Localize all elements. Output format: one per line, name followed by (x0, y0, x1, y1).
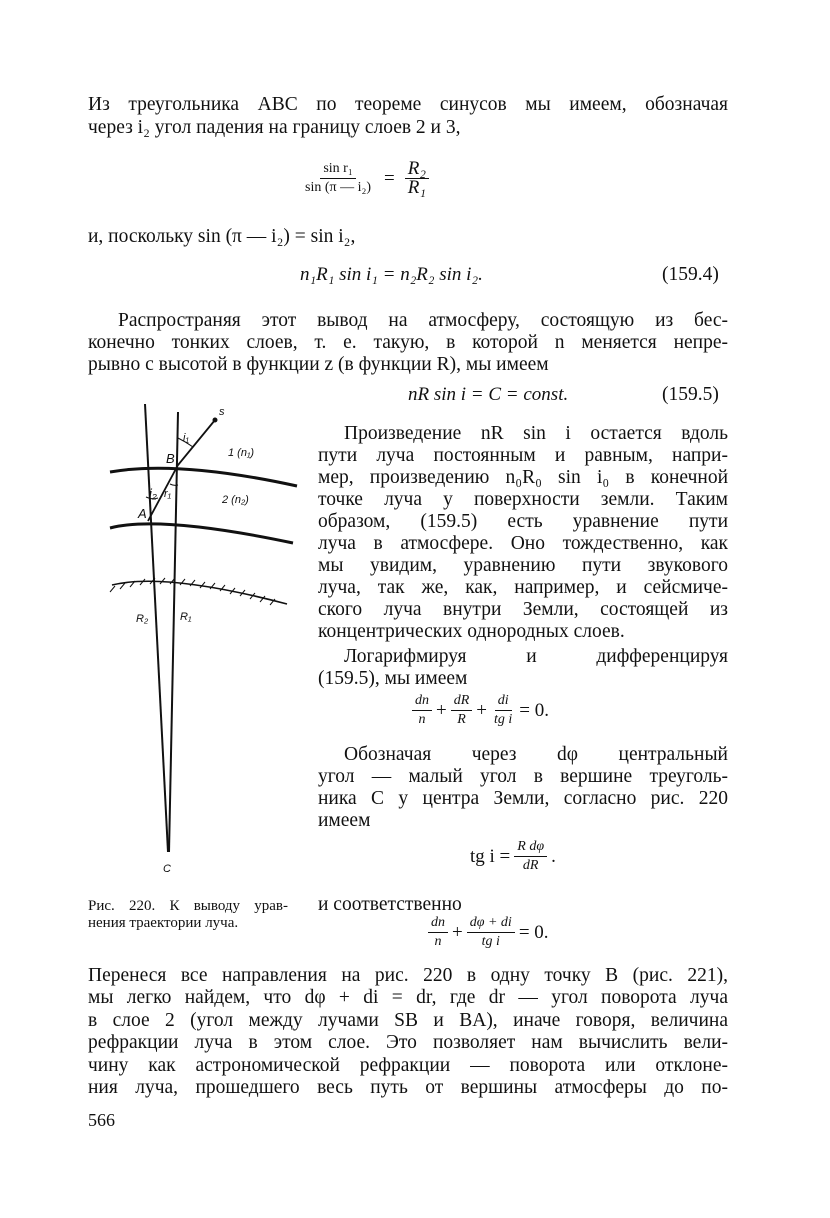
text-line: ния луча, прошедшего весь путь от вершины атмосферы до по- (88, 1077, 728, 1098)
earth-hatching (110, 578, 275, 605)
numerator: R₂ (405, 160, 429, 179)
equation-text: n₁R₁ sin i₁ = n₂R₂ sin i₂. (300, 264, 483, 285)
numerator: dR (451, 692, 473, 711)
layer-boundary-upper (110, 468, 297, 486)
figure-caption-line: нения траектории луча. (88, 915, 239, 931)
text-line: и, поскольку sin (π — i₂) = sin i₂, (88, 226, 356, 247)
equation-tg (470, 838, 556, 875)
figure-caption-line: Рис. 220. К выводу урав- (88, 898, 288, 914)
label-s: s (219, 406, 225, 418)
text-line: ского луча внутри Земли, состоящей из (318, 599, 728, 620)
label-r1-radius: R₁ (180, 611, 192, 623)
text-line: мы легко найдем, что dφ + di = dr, где dr — угол поворота луча (88, 987, 728, 1008)
text-line: Перенеся все направления на рис. 220 в одну точку B (рис. 221), (88, 965, 728, 986)
text-line: имеем (318, 810, 371, 831)
end: . (551, 845, 556, 867)
denominator: n (434, 934, 442, 949)
text-line: точке луча у поверхности земли. Таким (318, 489, 728, 510)
numerator: dn (412, 692, 432, 711)
lhs: tg i = (470, 845, 511, 867)
label-layer-2: 2 (n₂) (222, 494, 249, 506)
text-line: Обозначая через dφ центральный (344, 744, 728, 765)
rhs: = 0. (519, 699, 549, 721)
equals: = (384, 167, 395, 189)
equation-159-4 (300, 264, 483, 286)
text-line: угол — малый угол в вершине треуголь- (318, 766, 728, 787)
text-line: (159.5), мы имеем (318, 668, 468, 689)
numerator: di (495, 692, 512, 711)
denominator: R (457, 712, 466, 727)
equation-number: (159.4) (662, 264, 719, 285)
plus: + (476, 699, 487, 721)
text-line: конечно тонких слоев, т. е. такую, в которой n меняется непре- (88, 332, 728, 353)
text-line: ника C у центра Земли, согласно рис. 220 (318, 788, 728, 809)
equation-sine-ratio (298, 160, 433, 197)
label-i1: i₁ (183, 432, 189, 444)
rhs: = 0. (518, 921, 549, 943)
denominator: n (418, 712, 426, 727)
denominator: R₁ (407, 177, 426, 198)
figure-220-ray-diagram (100, 395, 310, 885)
radius-line-r2 (145, 404, 168, 852)
plus: + (436, 699, 447, 721)
text-line: Из треугольника ABC по теореме синусов мы имеем, обозначая (88, 94, 728, 115)
label-r1: r₁ (164, 488, 172, 500)
numerator: sin r₁ (320, 160, 355, 179)
text-line: Распространяя этот вывод на атмосферу, состоящую из бес- (118, 310, 728, 331)
text-line: мы увидим, уравнению пути звукового (318, 555, 728, 576)
equation-text: nR sin i = C = const. (408, 384, 569, 405)
denominator: sin (π — i₂) (305, 180, 372, 195)
ray-source-point (213, 418, 218, 423)
plus: + (452, 921, 463, 943)
numerator: dφ + di (467, 914, 515, 933)
text-line: чину как астрономической рефракции — поворота или отклоне- (88, 1055, 728, 1076)
denominator: dR (522, 858, 539, 873)
page-number: 566 (88, 1110, 115, 1130)
label-b: B (166, 451, 175, 466)
equation-log-derivative (408, 692, 549, 729)
text-line: через i₂ угол падения на границу слоев 2 и 3, (88, 117, 461, 138)
denominator: tg i (494, 712, 513, 727)
text-line: луча, так же, как, например, и сейсмиче- (318, 577, 728, 598)
text-line: мер, произведению n₀R₀ sin i₀ в конечной (318, 467, 728, 488)
text-line: Произведение nR sin i остается вдоль (344, 423, 728, 444)
text-line: в слое 2 (угол между лучами SB и BA), иначе говоря, величина (88, 1010, 728, 1031)
text-line: рефракции луча в этом слое. Это позволяет нам вычислить вели- (88, 1032, 728, 1053)
text-line: пути луча постоянным и равным, напри- (318, 445, 728, 466)
text-line: луча в атмосфере. Оно тождественно, как (318, 533, 728, 554)
label-layer-1: 1 (n₁) (228, 447, 255, 459)
label-a: A (138, 506, 147, 521)
equation-159-5 (408, 384, 568, 406)
label-r2-radius: R₂ (136, 613, 149, 625)
equation-final (424, 914, 549, 951)
text-line: концентрических однородных слоев. (318, 621, 625, 642)
equation-number: (159.5) (662, 384, 719, 405)
text-line: рывно с высотой в функции z (в функции R), мы имеем (88, 354, 549, 375)
text-line: и соответственно (318, 894, 462, 915)
label-i2: i₂ (149, 486, 157, 501)
layer-boundary-lower (110, 524, 293, 543)
text-line: Логарифмируя и дифференцируя (344, 646, 728, 667)
label-c: C (163, 863, 171, 875)
numerator: R dφ (514, 838, 547, 857)
text-line: образом, (159.5) есть уравнение пути (318, 511, 728, 532)
numerator: dn (428, 914, 448, 933)
denominator: tg i (481, 934, 500, 949)
